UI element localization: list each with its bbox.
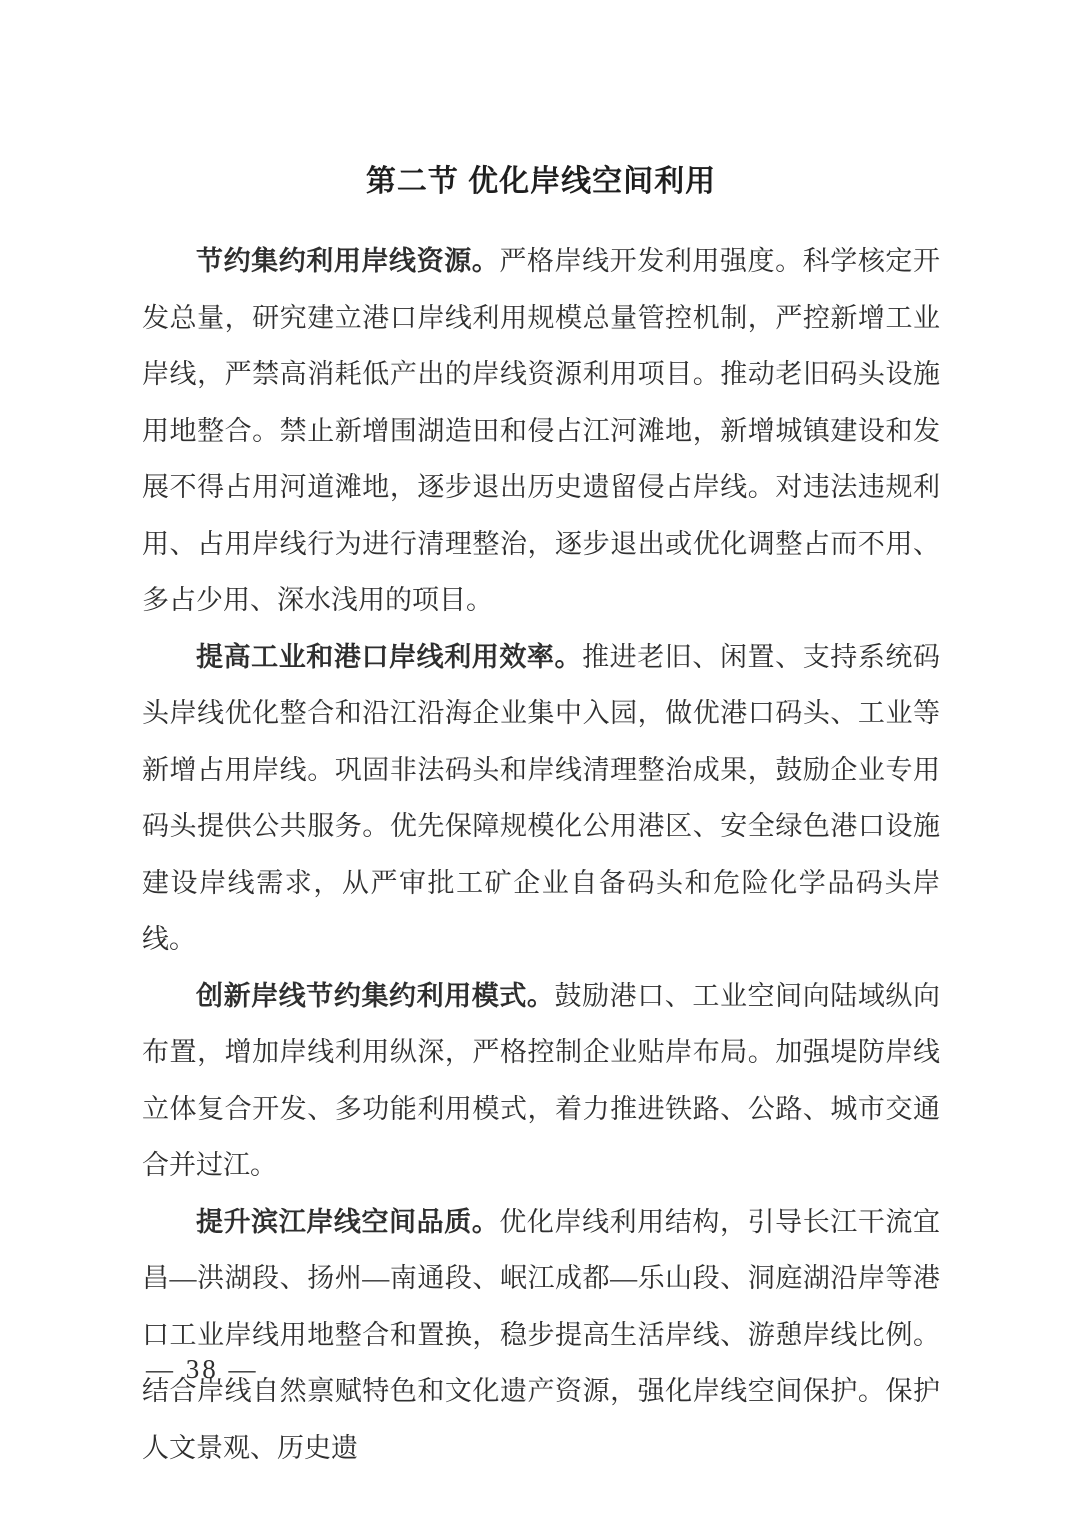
paragraph-1 <box>142 233 940 629</box>
page-number: — 38 — <box>146 1354 259 1384</box>
paragraph-4-lead: 提升滨江岸线空间品质。 <box>196 1206 500 1237</box>
section-title: 第二节 优化岸线空间利用 <box>365 165 717 198</box>
paragraph-1-text: 严格岸线开发利用强度。科学核定开发总量，研究建立港口岸线利用规模总量管控机制，严控新增工业岸线，严禁高消耗低产出的岸线资源利用项目。推动老旧码头设施用地整合。禁止新增围湖造田和侵占江河滩地，新增城镇建设和发展不得占用河道滩地，逐步退出历史遗留侵占岸线。对违法违规利用、占用岸线行为进行清理整治，逐步退出或优化调整占而不用、多占少用、深水浅用的项目。 <box>142 246 941 615</box>
paragraph-2 <box>142 629 940 968</box>
paragraph-2-text: 推进老旧、闲置、支持系统码头岸线优化整合和沿江沿海企业集中入园，做优港口码头、工业等新增占用岸线。巩固非法码头和岸线清理整治成果，鼓励企业专用码头提供公共服务。优先保障规模化公用港区、安全绿色港口设施建设岸线需求，从严审批工矿企业自备码头和危险化学品码头岸线。 <box>142 641 941 954</box>
paragraph-3-lead: 创新岸线节约集约利用模式。 <box>196 980 555 1011</box>
paragraph-1-lead: 节约集约利用岸线资源。 <box>196 246 500 276</box>
paragraph-4-text: 优化岸线利用结构，引导长江干流宜昌—洪湖段、扬州—南通段、岷江成都—乐山段、洞庭湖沿岸等港口工业岸线用地整合和置换，稳步提高生活岸线、游憩岸线比例。结合岸线自然禀赋特色和文化遗产资源，强化岸线空间保护。保护人文景观、历史遗 <box>142 1206 941 1463</box>
paragraph-4 <box>142 1194 940 1477</box>
paragraph-3-text: 鼓励港口、工业空间向陆域纵向布置，增加岸线利用纵深，严格控制企业贴岸布局。加强堤防岸线立体复合开发、多功能利用模式，着力推进铁路、公路、城市交通合并过江。 <box>142 980 940 1180</box>
page-content <box>142 163 940 1476</box>
paragraph-3 <box>142 968 940 1194</box>
paragraph-2-lead: 提高工业和港口岸线利用效率。 <box>196 641 583 672</box>
